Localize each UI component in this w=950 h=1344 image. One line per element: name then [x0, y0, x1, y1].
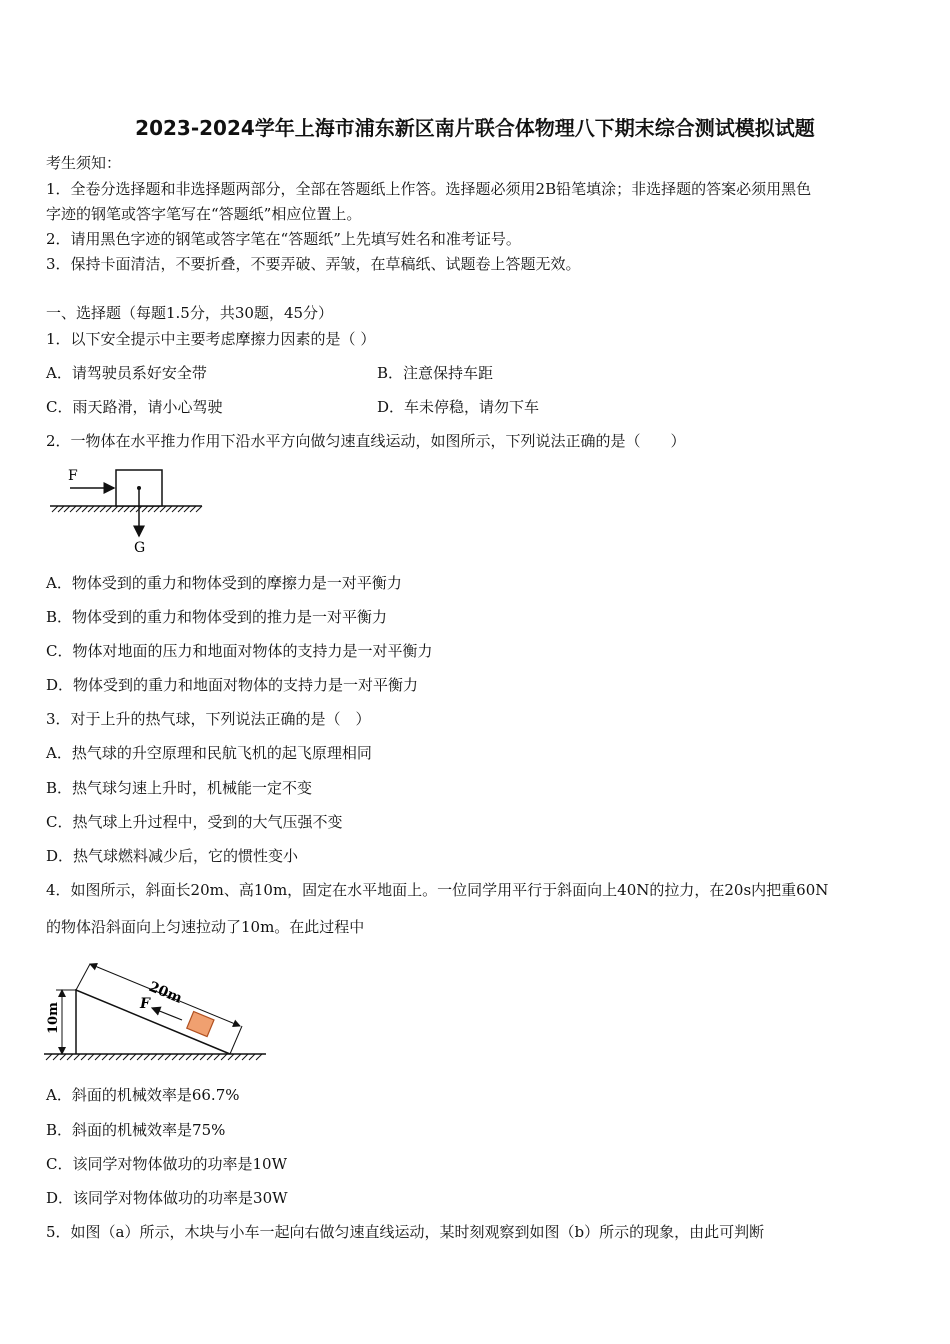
force-f-label: F — [68, 468, 78, 484]
question-4-figure — [40, 952, 270, 1067]
block — [187, 1012, 214, 1037]
question-1-option-d: D．车未停稳，请勿下车 — [377, 398, 540, 416]
question-2-option-c: C．物体对地面的压力和地面对物体的支持力是一对平衡力 — [46, 642, 433, 660]
question-3-option-a: A．热气球的升空原理和民航飞机的起飞原理相同 — [46, 744, 372, 762]
question-3-option-c: C．热气球上升过程中，受到的大气压强不变 — [46, 813, 343, 831]
length-label: 20m — [146, 978, 185, 1007]
height-label: 10m — [46, 1002, 61, 1034]
question-3-option-b: B．热气球匀速上升时，机械能一定不变 — [46, 779, 313, 797]
question-1-option-c: C．雨天路滑，请小心驾驶 — [46, 398, 223, 416]
question-4-option-a: A．斜面的机械效率是66.7% — [46, 1086, 240, 1104]
question-2-option-a: A．物体受到的重力和物体受到的摩擦力是一对平衡力 — [46, 574, 402, 592]
ground-hatch — [46, 1054, 262, 1060]
question-4-stem-cont: 的物体沿斜面向上匀速拉动了10m。在此过程中 — [46, 918, 365, 936]
page-title: 2023-2024学年上海市浦东新区南片联合体物理八下期末综合测试模拟试题 — [135, 116, 815, 140]
question-4-option-d: D．该同学对物体做功的功率是30W — [46, 1189, 288, 1207]
question-4-option-b: B．斜面的机械效率是75% — [46, 1121, 226, 1139]
force-f-label: F — [140, 996, 150, 1012]
question-3-option-d: D．热气球燃料减少后，它的惯性变小 — [46, 847, 299, 865]
question-2-option-d: D．物体受到的重力和地面对物体的支持力是一对平衡力 — [46, 676, 419, 694]
question-1-option-b: B．注意保持车距 — [377, 364, 494, 382]
question-2-figure — [46, 458, 206, 558]
gravity-label: G — [134, 540, 146, 556]
question-2-stem: 2．一物体在水平推力作用下沿水平方向做匀速直线运动，如图所示，下列说法正确的是（ ） — [46, 432, 686, 450]
question-5-stem: 5．如图（a）所示，木块与小车一起向右做匀速直线运动，某时刻观察到如图（b）所示的现象，由此可判断 — [46, 1223, 765, 1241]
notice-item: 1．全卷分选择题和非选择题两部分，全部在答题纸上作答。选择题必须用2B铅笔填涂；非选择题的答案必须用黑色 — [46, 180, 812, 198]
notice-item: 字迹的钢笔或答字笔写在“答题纸”相应位置上。 — [46, 205, 362, 223]
notice-heading: 考生须知： — [46, 154, 122, 172]
ground-hatch — [52, 506, 202, 512]
question-1-option-a: A．请驾驶员系好安全带 — [46, 364, 207, 382]
question-4-stem: 4．如图所示，斜面长20m、高10m，固定在水平地面上。一位同学用平行于斜面向上40N的拉力，在20s内把重60N — [46, 881, 829, 899]
question-2-option-b: B．物体受到的重力和物体受到的推力是一对平衡力 — [46, 608, 388, 626]
section-heading: 一、选择题（每题1.5分，共30题，45分） — [46, 304, 334, 322]
force-f-arrow — [152, 1008, 182, 1020]
question-3-stem: 3．对于上升的热气球，下列说法正确的是（ ） — [46, 710, 371, 728]
notice-item: 2．请用黑色字迹的钢笔或答字笔在“答题纸”上先填写姓名和准考证号。 — [46, 230, 521, 248]
question-4-option-c: C．该同学对物体做功的功率是10W — [46, 1155, 287, 1173]
notice-item: 3．保持卡面清洁，不要折叠，不要弄破、弄皱，在草稿纸、试题卷上答题无效。 — [46, 255, 581, 273]
question-1-stem: 1．以下安全提示中主要考虑摩擦力因素的是（ ） — [46, 330, 376, 348]
